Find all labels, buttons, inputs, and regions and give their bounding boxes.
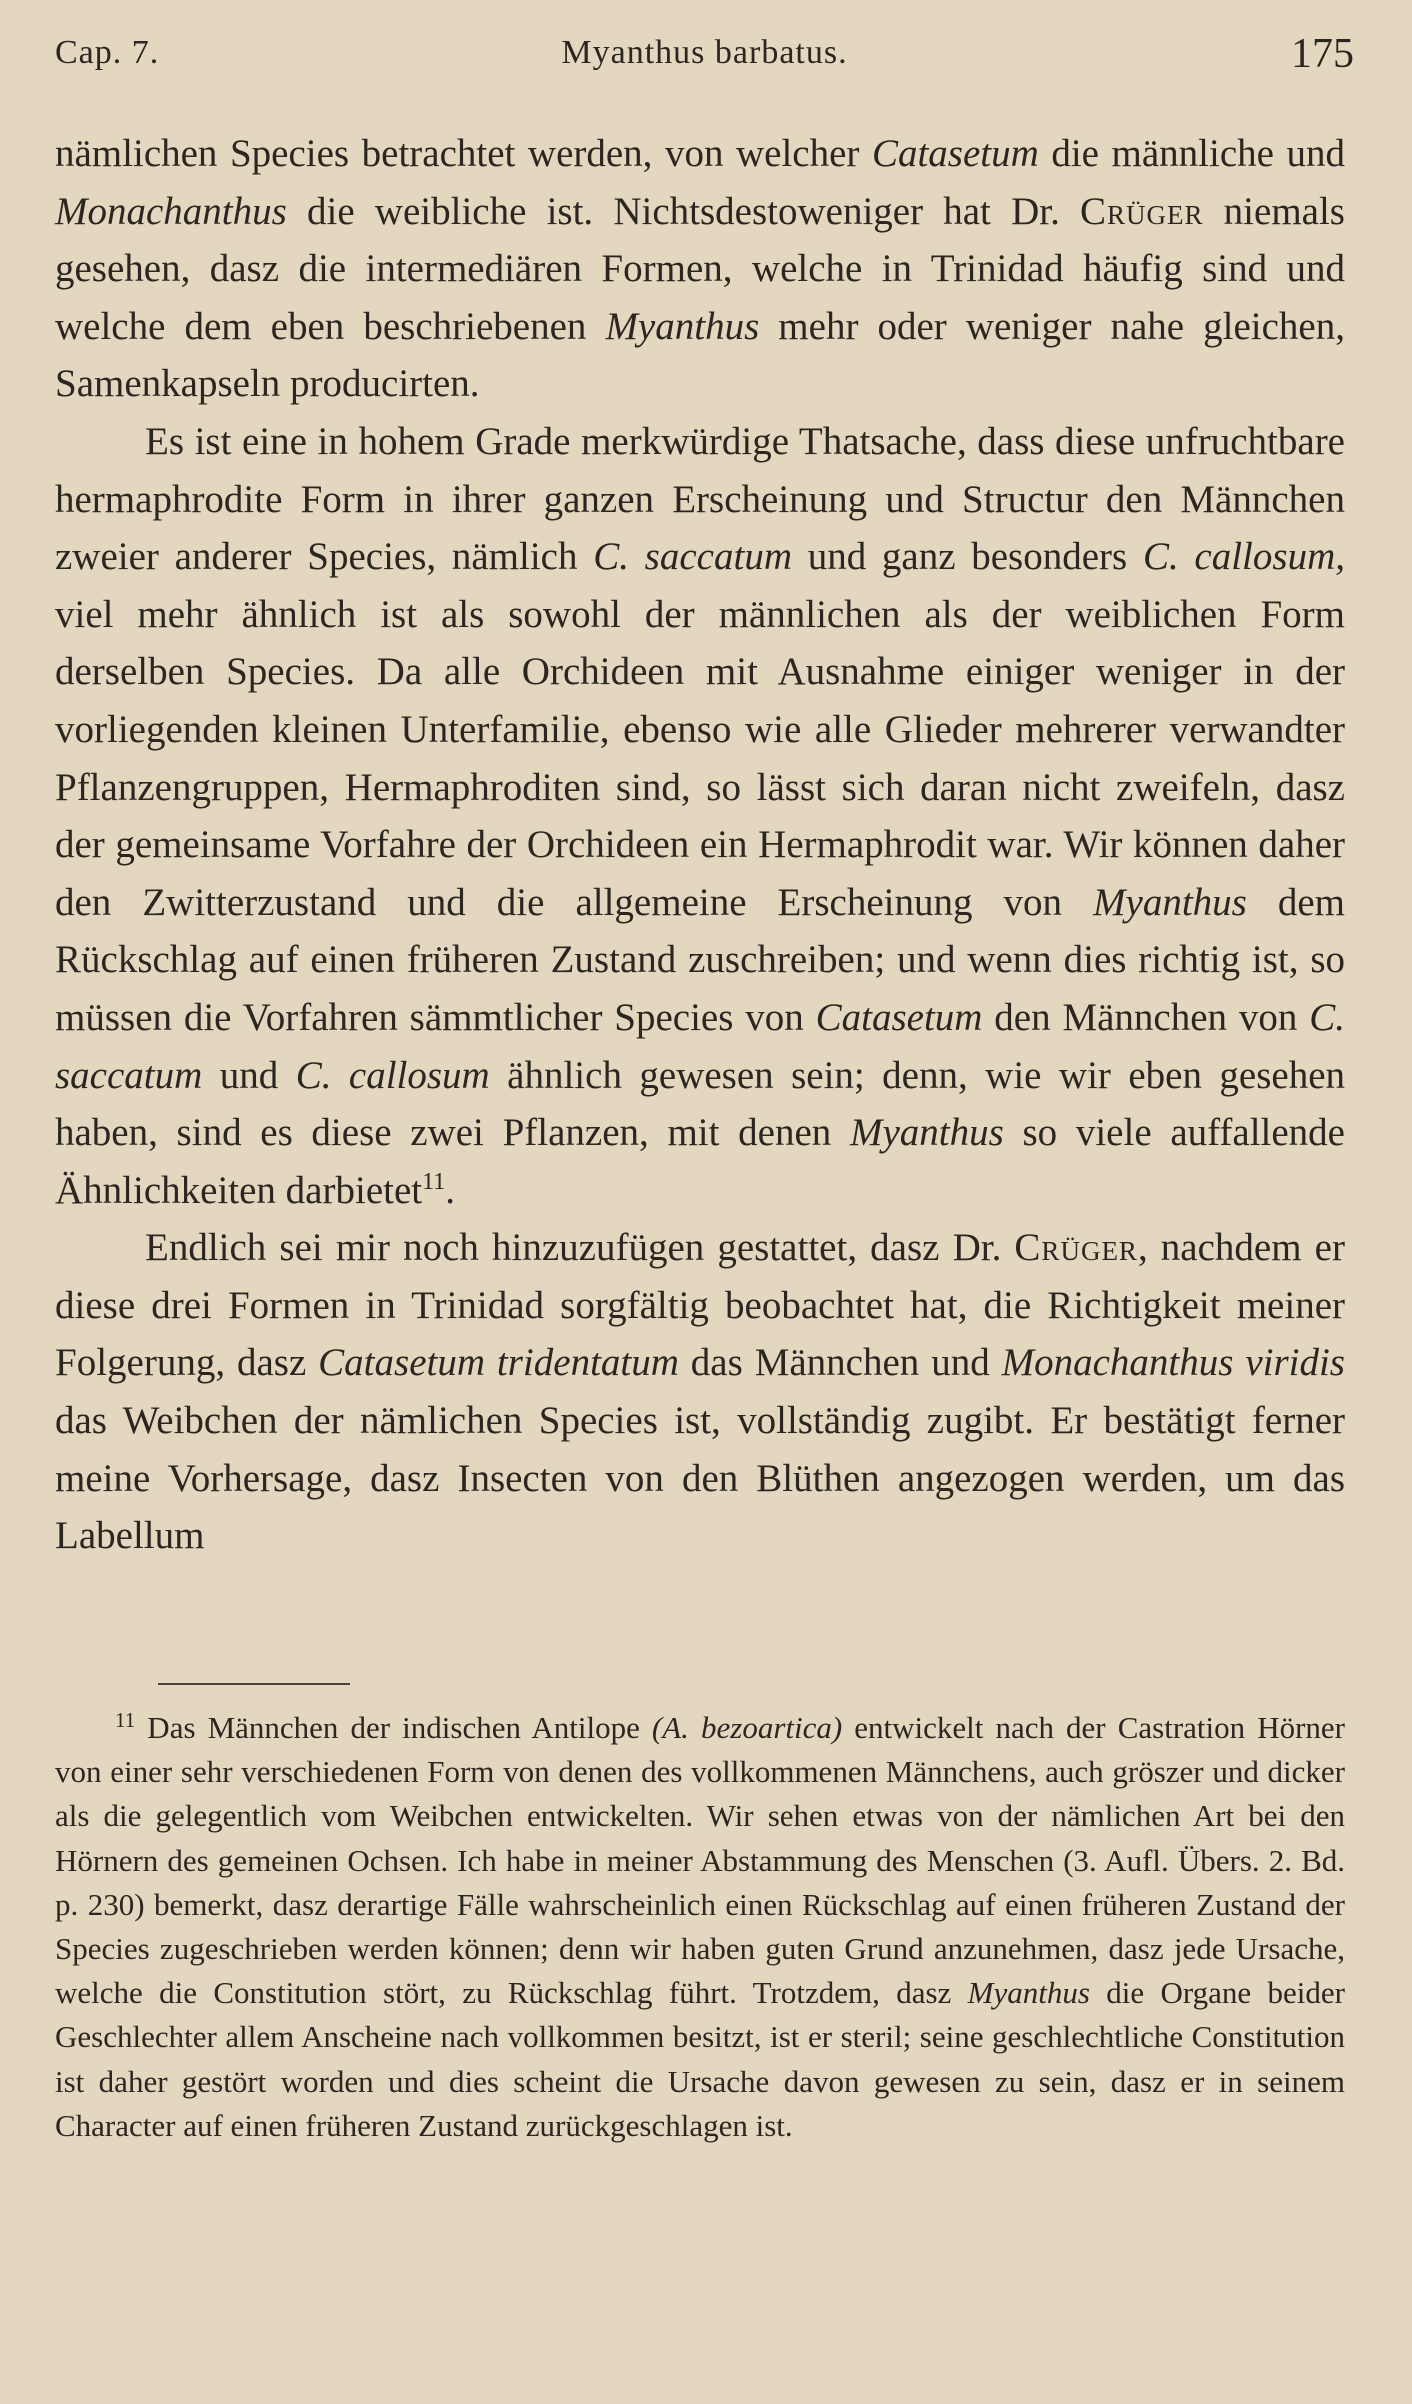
chapter-label: Cap. 7. [55,34,160,71]
text-run: Endlich sei mir noch hinzuzufügen gestattet, dasz Dr. [145,1226,1015,1270]
text-run: . [445,1168,455,1212]
text-run: mehr oder weniger nahe gleichen, Samenkapseln producirten. [55,304,1345,406]
text-run: dem Rückschlag auf einen früheren Zustand zuschreiben; und wenn dies richtig ist, so müssen die Vorfahren sämmtlicher Species von [55,880,1345,1039]
running-header [55,30,1354,90]
italic-term: Monachanthus viridis [1001,1341,1345,1385]
text-run: viel mehr ähnlich ist als sowohl der männlichen als der weiblichen Form derselben Species. Da alle Orchideen mit Ausnahme einiger weniger in der vorliegenden kleinen Unterfamilie, ebenso wie alle Glieder mehrerer verwandter Pflanzengruppen, Hermaphroditen sind, so lässt sich daran nicht zweifeln, dasz der gemeinsame Vorfahre der Orchideen ein Hermaphrodit war. Wir können daher den Zwitterzustand und die allgemeine Erscheinung von [55,592,1345,924]
italic-term: C. saccatum [55,995,1345,1097]
text-run: , nachdem er diese drei Formen in Trinidad sorgfältig beobachtet hat, die Richtigkeit meiner Folgerung, dasz [55,1226,1345,1385]
italic-term: Myanthus [849,1111,1004,1155]
italic-term: (A. bezoartica) [651,1710,843,1745]
author-name: Crüger [1079,189,1204,233]
paragraph-1 [55,125,1345,413]
text-run: Das Männchen der indischen Antilope [135,1710,652,1745]
text-run: die Organe beider Geschlechter allem Anscheine nach vollkommen besitzt, ist er steril; seine geschlechtliche Constitution ist daher gestört worden und dies scheint die Ursache davon gewesen zu sein, dasz er in seinem Character auf einen früheren Zustand zurückgeschlagen ist. [55,1975,1345,2143]
main-text [55,125,1345,1565]
text-run: das Weibchen der nämlichen Species ist, vollständig zugibt. Er bestätigt ferner meine Vorhersage, dasz Insecten von den Blüthen angezogen werden, um das Labellum [55,1399,1345,1558]
footnote [55,1706,1345,2148]
text-run: das Männchen und [678,1341,1002,1385]
italic-term: Catasetum [815,995,983,1039]
italic-term: Myanthus [605,304,760,348]
text-run: die männliche und [1038,132,1345,175]
footnote-marker: 11 [115,1708,136,1732]
text-run: ähnlich gewesen sein; denn, wie wir eben gesehen haben, sind es diese zwei Pflanzen, mit denen [55,1053,1346,1155]
text-run: Es ist eine in hohem Grade merkwürdige Thatsache, dass diese unfruchtbare hermaphrodite Form in ihrer ganzen Erscheinung und Structur den Männchen zweier anderer Species, nämlich [55,419,1345,579]
text-run: und ganz besonders [791,535,1143,579]
paragraph-3 [55,1219,1345,1565]
text-run: entwickelt nach der Castration Hörner von einer sehr verschiedenen Form von denen des vollkommenen Männchens, auch gröszer und dicker als die gelegentlich vom Weibchen entwickelten. Wir sehen etwas von der nämlichen Art bei den Hörnern des gemeinen Ochsen. Ich habe in meiner Abstammung des Menschen (3. Aufl. Übers. 2. Bd. p. 230) bemerkt, dasz derartige Fälle wahrscheinlich einen Rückschlag auf einen früheren Zustand der Species zugeschrieben werden können; denn wir haben guten Grund anzunehmen, dasz jede Ursache, welche die Constitution stört, zu Rückschlag führt. Trotzdem, dasz [55,1710,1345,2011]
italic-term: Catasetum tridentatum [318,1341,679,1385]
author-name: Crüger [1014,1226,1138,1270]
footnote-11 [55,1706,1345,2148]
text-run: niemals gesehen, dasz die intermediären Formen, welche in Trinidad häufig sind und welche dem eben beschriebenen [55,189,1345,348]
italic-term: Monachanthus [55,189,287,233]
page-number: 175 [1291,31,1354,77]
text-run: den Männchen von [982,995,1310,1039]
italic-term: C. callosum, [1142,535,1345,579]
italic-term: C. saccatum [593,535,792,579]
text-run: und [202,1053,296,1097]
footnote-divider [158,1683,350,1685]
italic-term: Myanthus [967,1975,1090,2011]
italic-term: Myanthus [1093,880,1247,924]
text-run: so viele auffallende Ähnlichkeiten darbietet [55,1111,1345,1212]
running-title: Myanthus barbatus. [561,34,848,71]
italic-term: C. callosum [295,1053,490,1097]
italic-term: Catasetum [871,132,1039,175]
paragraph-2 [55,413,1345,1219]
text-run: die weibliche ist. Nichtsdestoweniger hat Dr. [286,189,1080,233]
text-run: nämlichen Species betrachtet werden, von welcher [55,132,872,175]
footnote-reference[interactable]: 11 [422,1168,446,1195]
